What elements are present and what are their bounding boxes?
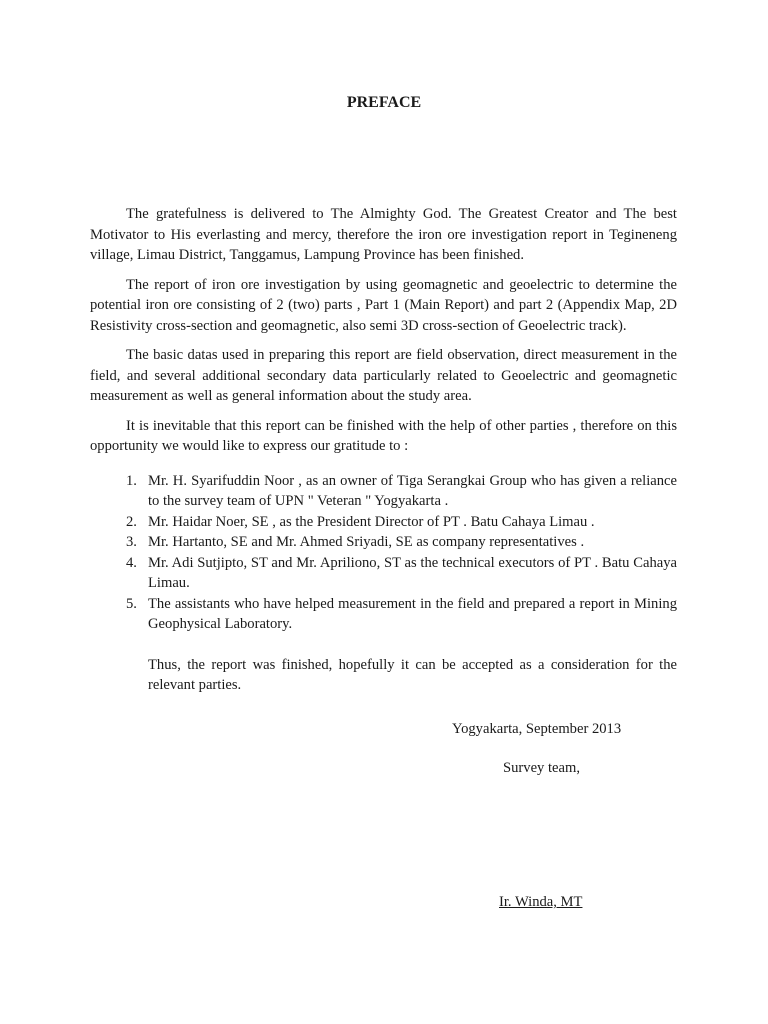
- list-item: [90, 471, 677, 512]
- team-label: Survey team,: [503, 760, 581, 776]
- signer-name: Ir. Winda, MT: [499, 894, 583, 910]
- list-item-number: 4.: [126, 554, 137, 571]
- list-item-number: 5.: [126, 595, 137, 612]
- list-item: [90, 512, 677, 533]
- paragraph-2: The report of iron ore investigation by using geomagnetic and geoelectric to determine the potential iron ore consisting of 2 (two) parts , Part 1 (Main Report) and part 2 (Appendix Map, 2D Resistivity cross-section and geomagnetic, also semi 3D cross-section of Geoelectric track).: [90, 276, 677, 334]
- paragraph-1: The gratefulness is delivered to The Almighty God. The Greatest Creator and The best Motivator to His everlasting and mercy, therefore the iron ore investigation report in Tegineneng village, Limau District, Tanggamus, Lampung Province has been finished.: [90, 206, 677, 263]
- list-item: [90, 553, 677, 594]
- preface-body: [90, 204, 677, 696]
- list-item-text: Mr. Haidar Noer, SE , as the President Director of PT . Batu Cahaya Limau .: [148, 513, 595, 530]
- page-title: PREFACE: [346, 94, 422, 111]
- closing-paragraph: Thus, the report was finished, hopefully it can be accepted as a consideration for the relevant parties.: [148, 656, 677, 693]
- list-item: [90, 594, 677, 635]
- list-item: [90, 532, 677, 553]
- list-item-text: Mr. Adi Sutjipto, ST and Mr. Apriliono, ST as the technical executors of PT . Batu Cahaya Limau.: [148, 554, 677, 591]
- list-item-number: 2.: [126, 513, 137, 530]
- list-item-number: 3.: [126, 534, 137, 550]
- place-date: Yogyakarta, September 2013: [452, 721, 622, 737]
- list-item-text: Mr. Hartanto, SE and Mr. Ahmed Sriyadi, SE as company representatives .: [148, 534, 585, 550]
- list-item-number: 1.: [126, 472, 137, 489]
- gratitude-list: [90, 471, 677, 635]
- list-item-text: Mr. H. Syarifuddin Noor , as an owner of Tiga Serangkai Group who has given a reliance to the survey team of UPN " Veteran " Yogyakarta .: [148, 472, 677, 509]
- list-item-text: The assistants who have helped measurement in the field and prepared a report in Mining Geophysical Laboratory.: [148, 595, 677, 632]
- paragraph-3: The basic datas used in preparing this report are field observation, direct measurement in the field, and several additional secondary data particularly related to Geoelectric and geomagnetic measurement as well as general information about the study area.: [90, 347, 677, 404]
- paragraph-4: It is inevitable that this report can be finished with the help of other parties , therefore on this opportunity we would like to express our gratitude to :: [90, 417, 677, 454]
